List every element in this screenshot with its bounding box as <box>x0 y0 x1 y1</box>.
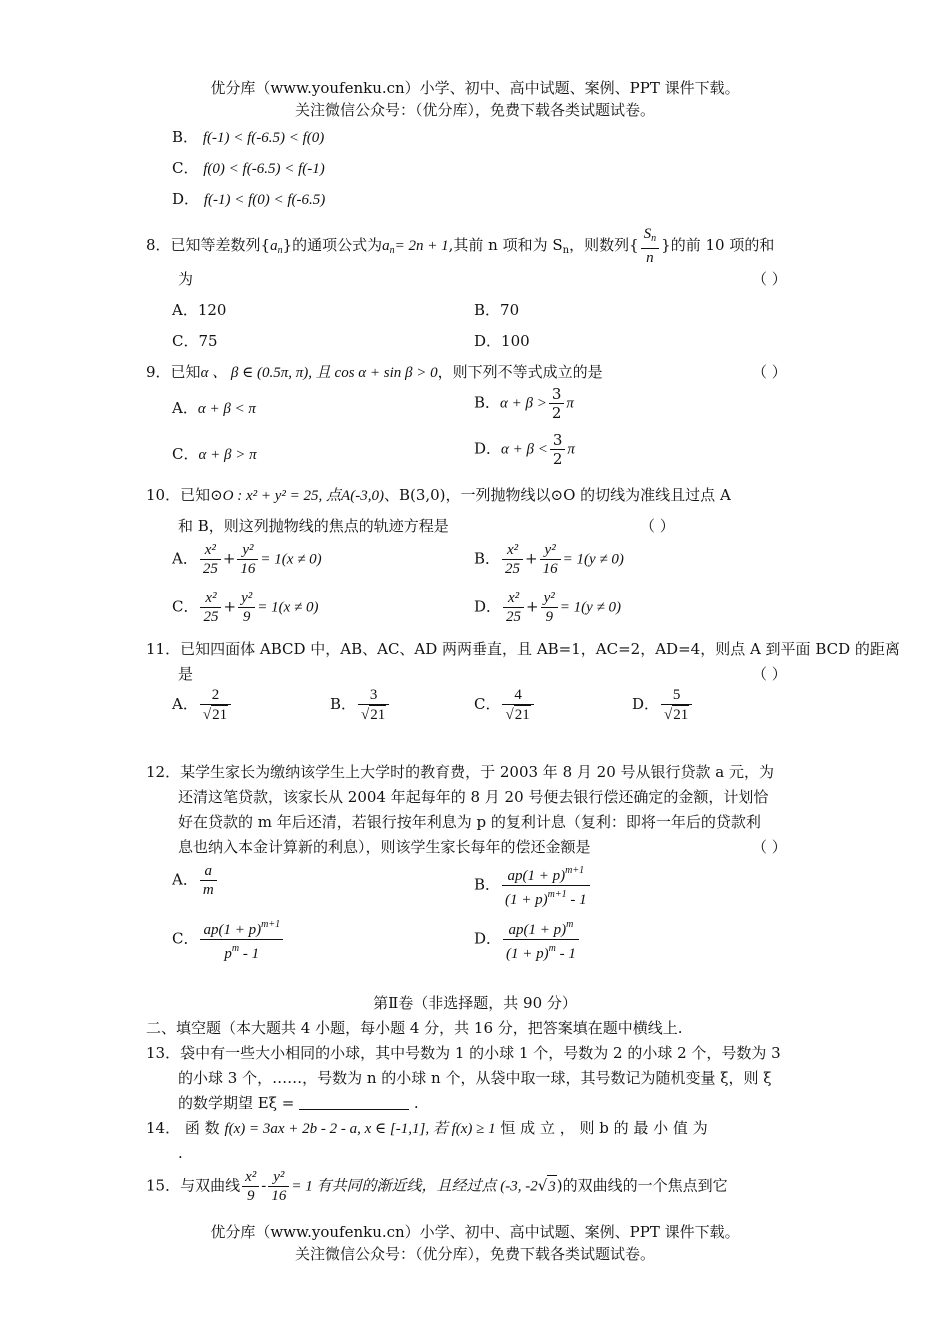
q10-stem-line-2: 和 B，则这列抛物线的焦点的轨迹方程是 <box>178 517 449 535</box>
q10-stem: 10．已知⊙O : x² + y² = 25, 点A(-3,0)、B(3,0)，一列抛物线以⊙O 的切线为准线且过点 A <box>146 486 731 504</box>
q9-option-a: A．α + β < π <box>172 399 256 417</box>
header-line-1: 优分库（www.youfenku.cn）小学、初中、高中试题、案例、PPT 课件下载。 <box>210 79 740 97</box>
q11-option-a: A． $\frac{2}{√21}$ <box>172 686 233 724</box>
q13-stem-line-1: 13．袋中有一些大小相同的小球，其中号数为 1 的小球 1 个，号数为 2 的小球 2 个，号数为 3 <box>146 1044 781 1062</box>
q10-option-a: A． $\frac{\text{x²}}{25}$ + $\frac{\text{y²}}{16}$ = 1(x ≠ 0) <box>172 542 322 577</box>
q12-option-c: C． $\frac{ap(1 + p)^{m+1}}{p^m - 1}$ <box>172 916 285 963</box>
q8-option-c: C．75 <box>172 332 218 350</box>
q12-option-d: D． $\frac{ap(1 + p)^m}{(1 + p)^m - 1}$ <box>474 916 581 963</box>
q11-option-c: C． $\frac{4}{√21}$ <box>474 686 536 724</box>
q8-stem: 8．已知等差数列$\{a_n\}$的通项公式为$a_n= 2n + 1$,其前 n 项和为 $S_n$，则数列{ $\frac{S_n}{n}$ }的前 10 项的和 <box>146 226 775 266</box>
q7-option-c: C． f(0) < f(-6.5) < f(-1) <box>172 159 325 177</box>
q15-stem: 15．与双曲线 $\frac{\text{x²}}{9}$ - $\frac{\text{y²}}{16}$ = 1 有共同的渐近线，且经过点 (-3, -2√3)的双曲线的一个焦点到它 <box>146 1169 728 1204</box>
q10-option-c: C． $\frac{\text{x²}}{25}$ + $\frac{\text{y²}}{9}$ = 1(x ≠ 0) <box>172 590 319 625</box>
q12-stem-line-4: 息也纳入本金计算新的利息），则该学生家长每年的偿还金额是 <box>178 838 591 856</box>
q12-stem-line-1: 12．某学生家长为缴纳该学生上大学时的教育费，于 2003 年 8 月 20 号从银行贷款 a 元，为 <box>146 763 774 781</box>
q11-answer-paren: （ ） <box>752 665 787 683</box>
q8-stem-line-2: 为 <box>178 270 194 288</box>
q8-option-b: B．70 <box>474 301 520 319</box>
q9-stem: 9．已知α 、 β ∈ (0.5π, π), 且 cos α + sin β > 0，则下列不等式成立的是 <box>146 363 603 381</box>
q8-option-a: A．120 <box>172 301 227 319</box>
q9-option-b: B．α + β > $\frac{3}{2}$ π <box>474 385 574 422</box>
header-line-2: 关注微信公众号：（优分库），免费下载各类试题试卷。 <box>294 101 655 119</box>
fill-in-section-header: 二、填空题（本大题共 4 小题，每小题 4 分，共 16 分，把答案填在题中横线上. <box>146 1019 683 1037</box>
q8-option-d: D．100 <box>474 332 530 350</box>
q11-option-d: D． $\frac{5}{√21}$ <box>632 686 694 724</box>
q11-stem: 11．已知四面体 ABCD 中，AB、AC、AD 两两垂直，且 AB=1，AC=2，AD=4，则点 A 到平面 BCD 的距离 <box>146 640 900 658</box>
q13-answer-blank[interactable] <box>299 1095 409 1110</box>
q11-stem-line-2: 是 <box>178 665 194 683</box>
q9-option-c: C．α + β > π <box>172 445 257 463</box>
footer-line-2: 关注微信公众号：（优分库），免费下载各类试题试卷。 <box>294 1245 655 1263</box>
q12-option-b: B． $\frac{ap(1 + p)^{m+1}}{(1 + p)^{m+1} - 1}$ <box>474 862 592 909</box>
footer-line-1: 优分库（www.youfenku.cn）小学、初中、高中试题、案例、PPT 课件下载。 <box>210 1223 740 1241</box>
q12-option-a: A． $\frac{a}{m}$ <box>172 862 219 899</box>
q9-option-d: D．α + β < $\frac{3}{2}$ π <box>474 431 575 468</box>
q10-answer-paren: （ ） <box>640 517 675 535</box>
q14-stem-line-2: . <box>178 1144 183 1162</box>
q10-option-d: D． $\frac{\text{x²}}{25}$ + $\frac{\text{y²}}{9}$ = 1(y ≠ 0) <box>474 590 622 625</box>
q10-option-b: B． $\frac{\text{x²}}{25}$ + $\frac{\text{y²}}{16}$ = 1(y ≠ 0) <box>474 542 624 577</box>
part-2-title: 第Ⅱ卷（非选择题，共 90 分） <box>373 994 577 1012</box>
q8-fraction: $\frac{S_n}{n}$ <box>641 225 660 267</box>
q11-option-b: B． $\frac{3}{√21}$ <box>330 686 391 724</box>
q8-answer-paren: （ ） <box>752 270 787 288</box>
q7-option-b: B． f(-1) < f(-6.5) < f(0) <box>172 128 325 146</box>
q7-option-d: D． f(-1) < f(0) < f(-6.5) <box>172 190 326 208</box>
q9-answer-paren: （ ） <box>752 363 787 381</box>
q13-stem-line-3: 的数学期望 Eξ = . <box>178 1094 419 1112</box>
q12-stem-line-2: 还清这笔贷款，该家长从 2004 年起每年的 8 月 20 号便去银行偿还确定的金额，计划恰 <box>178 788 769 806</box>
q13-stem-line-2: 的小球 3 个，……，号数为 n 的小球 n 个，从袋中取一球，其号数记为随机变量 ξ，则 ξ <box>178 1069 772 1087</box>
q14-stem: 14． 函 数 f(x) = 3ax + 2b - 2 - a, x ∈ [-1,1], 若 f(x) ≥ 1 恒 成 立 ， 则 b 的 最 小 值 为 <box>146 1119 708 1137</box>
q12-stem-line-3: 好在贷款的 m 年后还清，若银行按年利息为 p 的复利计息（复利：即将一年后的贷款利 <box>178 813 761 831</box>
q12-answer-paren: （ ） <box>752 838 787 856</box>
